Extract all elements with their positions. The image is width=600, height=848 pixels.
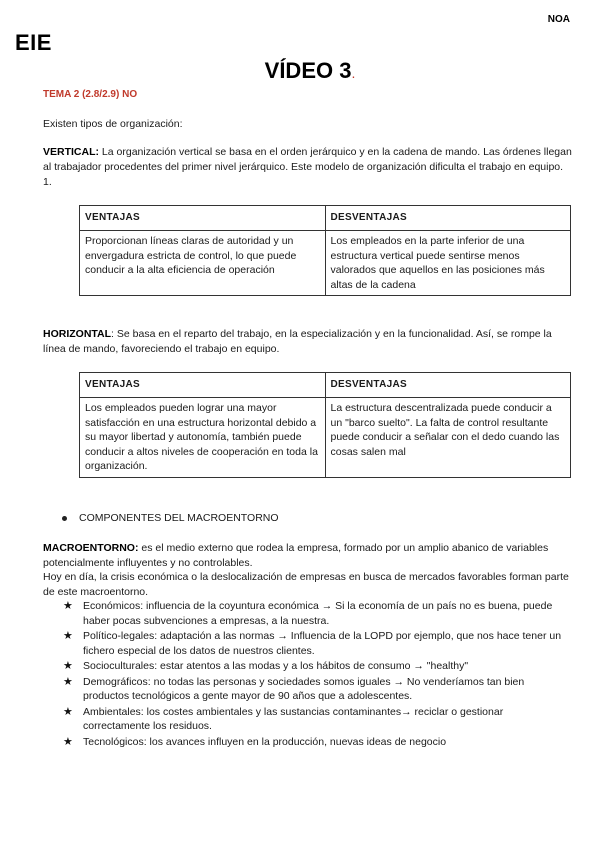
table-header-row — [80, 373, 571, 398]
topic-heading: TEMA 2 (2.8/2.9) NO — [43, 89, 138, 100]
star-icon: ★ — [63, 675, 73, 688]
vertical-label: VERTICAL: — [43, 146, 99, 158]
table-cell: Los empleados en la parte inferior de una estructura vertical puede sentirse menos valorados que aquellos en las posiciones más altas de la cadena — [325, 231, 571, 296]
list-item-text: Económicos: influencia de la coyuntura económica → Si la economía de un país no es buena, puede haber pocas subvenciones a empresas, a la nuestra. — [83, 600, 553, 627]
table-row — [80, 231, 571, 296]
vertical-table — [79, 205, 571, 296]
list-item — [43, 705, 573, 734]
horizontal-paragraph — [43, 327, 573, 357]
star-icon: ★ — [63, 735, 73, 748]
list-item — [43, 735, 573, 750]
bullet-heading — [62, 512, 279, 524]
list-item-text: Demográficos: no todas las personas y sociedades somos iguales → No venderíamos tan bien productos tecnológicos a gente mayor de 90 años que a adolescentes. — [83, 675, 525, 702]
list-item-text: Socioculturales: estar atentos a las modas y a los hábitos de consumo → "healthy" — [83, 660, 469, 672]
intro-paragraph: Existen tipos de organización: — [43, 118, 183, 130]
list-item — [43, 659, 573, 674]
star-icon: ★ — [63, 660, 73, 672]
table-header-ventajas: VENTAJAS — [80, 206, 326, 231]
list-item — [43, 629, 573, 658]
macro-text: es el medio externo que rodea la empresa, formado por un amplio abanico de variables potencialmente influyentes y no controlables. — [43, 542, 549, 569]
table-header-ventajas: VENTAJAS — [80, 373, 326, 398]
table-header-desventajas: DESVENTAJAS — [325, 206, 571, 231]
horizontal-text: : Se basa en el reparto del trabajo, en la especialización y en la funcionalidad. Así, se rompe la línea de mando, favoreciendo el trabajo en equipo. — [43, 328, 552, 355]
table-cell: Proporcionan líneas claras de autoridad y un envergadura estricta de control, lo que puede conducir a la alta eficiencia de operación — [80, 231, 326, 296]
macro-label: MACROENTORNO: — [43, 542, 139, 554]
macro-paragraph-2: Hoy en día, la crisis económica o la deslocalización de empresas en busca de mercados favorables forman parte de este macroentorno. — [43, 571, 569, 598]
list-item — [43, 599, 573, 628]
bullet-text: COMPONENTES DEL MACROENTORNO — [79, 512, 279, 524]
macro-paragraph — [43, 541, 573, 571]
horizontal-table — [79, 372, 571, 478]
table-row — [80, 398, 571, 478]
author-label: NOA — [547, 14, 570, 25]
table-header-desventajas: DESVENTAJAS — [325, 373, 571, 398]
table-header-row — [80, 206, 571, 231]
macro-list — [43, 599, 573, 750]
vertical-text: La organización vertical se basa en el orden jerárquico y en la cadena de mando. Las órdenes llegan al trabajador procedentes del primer nivel jerárquico. Este modelo de organización dificulta el trabajo en equipo. 1. — [43, 146, 572, 188]
horizontal-label: HORIZONTAL — [43, 328, 112, 340]
star-icon: ★ — [63, 705, 73, 718]
list-item-text: Político-legales: adaptación a las normas → Influencia de la LOPD por ejemplo, que nos hace tener un fichero especial de los datos de nuestros clientes. — [83, 630, 562, 657]
title-dot: . — [351, 65, 356, 81]
bullet-dot-icon — [62, 516, 67, 521]
star-icon: ★ — [63, 600, 73, 612]
list-item — [43, 675, 573, 704]
list-item-text: Ambientales: los costes ambientales y las sustancias contaminantes→ reciclar o gestionar correctamente los residuos. — [83, 705, 504, 732]
title-text: VÍDEO 3 — [264, 58, 352, 83]
logo-text: EIE — [15, 30, 52, 55]
vertical-paragraph — [43, 145, 573, 190]
table-cell: Los empleados pueden lograr una mayor satisfacción en una estructura horizontal debido a su mayor libertad y autonomía, también puede conducir a altos niveles de cooperación en toda la organización. — [80, 398, 326, 478]
page-title — [0, 58, 600, 84]
star-icon: ★ — [63, 630, 73, 642]
list-item-text: Tecnológicos: los avances influyen en la producción, nuevas ideas de negocio — [83, 735, 447, 748]
table-cell: La estructura descentralizada puede conducir a un "barco suelto". La falta de control resultante puede conducir a señalar con el dedo cuando las cosas salen mal — [325, 398, 571, 478]
